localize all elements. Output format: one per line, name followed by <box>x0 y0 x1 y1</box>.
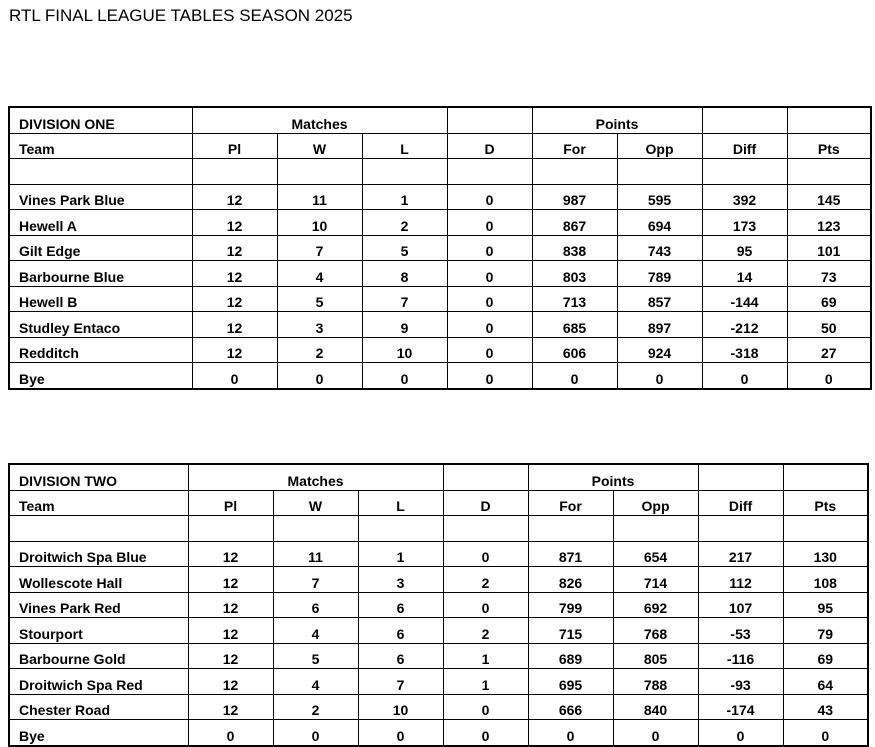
cell-diff: 95 <box>702 235 787 261</box>
cell-l: 6 <box>358 618 443 644</box>
cell-l: 0 <box>362 363 447 389</box>
cell-w: 7 <box>273 567 358 593</box>
group-header-row <box>9 464 868 490</box>
cell-team: Bye <box>9 363 192 389</box>
cell-diff: -144 <box>702 286 787 312</box>
cell-diff: -53 <box>698 618 783 644</box>
matches-group-header: Matches <box>188 464 443 490</box>
cell-diff: -318 <box>702 337 787 363</box>
cell-for: 695 <box>528 669 613 695</box>
table-row <box>9 363 871 389</box>
cell-pl: 12 <box>188 618 273 644</box>
cell-d: 1 <box>443 643 528 669</box>
cell-opp: 788 <box>613 669 698 695</box>
cell-l: 5 <box>362 235 447 261</box>
empty-cell <box>783 464 868 490</box>
cell-team: Barbourne Gold <box>9 643 188 669</box>
col-header-w: W <box>273 490 358 516</box>
cell-for: 0 <box>532 363 617 389</box>
cell-opp: 694 <box>617 210 702 236</box>
cell-diff: 217 <box>698 541 783 567</box>
cell-diff: 14 <box>702 261 787 287</box>
cell-opp: 840 <box>613 694 698 720</box>
cell-team: Barbourne Blue <box>9 261 192 287</box>
cell-diff: -174 <box>698 694 783 720</box>
table-row <box>9 337 871 363</box>
page-title: RTL FINAL LEAGUE TABLES SEASON 2025 <box>9 6 353 25</box>
empty-cell <box>787 107 871 133</box>
cell-pts: 108 <box>783 567 868 593</box>
empty-cell <box>613 516 698 542</box>
cell-opp: 768 <box>613 618 698 644</box>
cell-for: 0 <box>528 720 613 746</box>
cell-w: 5 <box>277 286 362 312</box>
empty-cell <box>702 107 787 133</box>
cell-for: 803 <box>532 261 617 287</box>
cell-d: 0 <box>443 694 528 720</box>
cell-d: 0 <box>443 592 528 618</box>
cell-w: 5 <box>273 643 358 669</box>
cell-for: 689 <box>528 643 613 669</box>
cell-w: 4 <box>273 618 358 644</box>
col-header-team: Team <box>9 133 192 159</box>
cell-w: 6 <box>273 592 358 618</box>
empty-cell <box>9 159 192 185</box>
cell-opp: 714 <box>613 567 698 593</box>
cell-l: 3 <box>358 567 443 593</box>
col-header-for: For <box>532 133 617 159</box>
cell-w: 3 <box>277 312 362 338</box>
cell-pl: 0 <box>192 363 277 389</box>
col-header-pl: Pl <box>192 133 277 159</box>
cell-d: 0 <box>443 541 528 567</box>
cell-w: 2 <box>277 337 362 363</box>
cell-l: 7 <box>358 669 443 695</box>
cell-team: Gilt Edge <box>9 235 192 261</box>
table-row <box>9 210 871 236</box>
cell-for: 799 <box>528 592 613 618</box>
cell-w: 2 <box>273 694 358 720</box>
cell-pl: 12 <box>192 286 277 312</box>
empty-cell <box>528 516 613 542</box>
col-header-pts: Pts <box>787 133 871 159</box>
cell-diff: 0 <box>702 363 787 389</box>
cell-w: 4 <box>277 261 362 287</box>
empty-cell <box>362 159 447 185</box>
table-row <box>9 184 871 210</box>
empty-cell <box>443 516 528 542</box>
col-header-diff: Diff <box>702 133 787 159</box>
points-group-header: Points <box>532 107 702 133</box>
group-header-row <box>9 107 871 133</box>
cell-pl: 12 <box>188 592 273 618</box>
cell-pts: 79 <box>783 618 868 644</box>
empty-cell <box>698 516 783 542</box>
cell-for: 826 <box>528 567 613 593</box>
cell-pl: 12 <box>188 694 273 720</box>
cell-d: 0 <box>447 210 532 236</box>
table-row <box>9 567 868 593</box>
empty-cell <box>702 159 787 185</box>
cell-l: 10 <box>358 694 443 720</box>
cell-l: 1 <box>358 541 443 567</box>
cell-for: 871 <box>528 541 613 567</box>
cell-for: 987 <box>532 184 617 210</box>
cell-pts: 130 <box>783 541 868 567</box>
empty-cell <box>273 516 358 542</box>
cell-l: 8 <box>362 261 447 287</box>
cell-opp: 743 <box>617 235 702 261</box>
cell-d: 0 <box>447 286 532 312</box>
cell-team: Redditch <box>9 337 192 363</box>
cell-pl: 12 <box>188 567 273 593</box>
cell-d: 0 <box>447 363 532 389</box>
cell-w: 0 <box>277 363 362 389</box>
cell-d: 2 <box>443 618 528 644</box>
cell-diff: 112 <box>698 567 783 593</box>
cell-pts: 123 <box>787 210 871 236</box>
cell-pts: 69 <box>783 643 868 669</box>
cell-w: 10 <box>277 210 362 236</box>
cell-pts: 0 <box>787 363 871 389</box>
table-row <box>9 541 868 567</box>
cell-pl: 0 <box>188 720 273 746</box>
empty-cell <box>447 159 532 185</box>
cell-l: 6 <box>358 643 443 669</box>
cell-for: 606 <box>532 337 617 363</box>
cell-for: 867 <box>532 210 617 236</box>
cell-team: Droitwich Spa Red <box>9 669 188 695</box>
division-two-table <box>8 463 869 747</box>
table-row <box>9 643 868 669</box>
col-header-d: D <box>443 490 528 516</box>
empty-cell <box>277 159 362 185</box>
table-row <box>9 261 871 287</box>
cell-l: 9 <box>362 312 447 338</box>
cell-opp: 805 <box>613 643 698 669</box>
col-header-pts: Pts <box>783 490 868 516</box>
cell-diff: -93 <box>698 669 783 695</box>
cell-opp: 595 <box>617 184 702 210</box>
cell-pts: 95 <box>783 592 868 618</box>
cell-team: Chester Road <box>9 694 188 720</box>
cell-d: 0 <box>447 312 532 338</box>
cell-opp: 0 <box>617 363 702 389</box>
matches-group-header: Matches <box>192 107 447 133</box>
cell-team: Wollescote Hall <box>9 567 188 593</box>
col-header-d: D <box>447 133 532 159</box>
table-row <box>9 235 871 261</box>
empty-cell <box>617 159 702 185</box>
col-header-pl: Pl <box>188 490 273 516</box>
cell-pl: 12 <box>192 312 277 338</box>
table-row <box>9 669 868 695</box>
cell-team: Stourport <box>9 618 188 644</box>
cell-l: 1 <box>362 184 447 210</box>
empty-cell <box>443 464 528 490</box>
cell-pl: 12 <box>192 261 277 287</box>
col-header-for: For <box>528 490 613 516</box>
cell-pts: 50 <box>787 312 871 338</box>
cell-pts: 69 <box>787 286 871 312</box>
cell-team: Hewell B <box>9 286 192 312</box>
column-header-row <box>9 133 871 159</box>
cell-opp: 692 <box>613 592 698 618</box>
cell-l: 6 <box>358 592 443 618</box>
empty-cell <box>698 464 783 490</box>
table-row <box>9 592 868 618</box>
points-group-header: Points <box>528 464 698 490</box>
division-one-table <box>8 106 872 390</box>
cell-l: 10 <box>362 337 447 363</box>
table-row <box>9 694 868 720</box>
cell-pl: 12 <box>192 337 277 363</box>
cell-l: 2 <box>362 210 447 236</box>
col-header-l: L <box>362 133 447 159</box>
cell-w: 0 <box>273 720 358 746</box>
col-header-opp: Opp <box>617 133 702 159</box>
blank-row <box>9 159 871 185</box>
cell-d: 0 <box>447 337 532 363</box>
cell-opp: 897 <box>617 312 702 338</box>
col-header-w: W <box>277 133 362 159</box>
cell-d: 0 <box>447 235 532 261</box>
cell-team: Vines Park Red <box>9 592 188 618</box>
division-name: DIVISION ONE <box>9 107 192 133</box>
cell-pl: 12 <box>188 643 273 669</box>
cell-w: 7 <box>277 235 362 261</box>
cell-team: Studley Entaco <box>9 312 192 338</box>
cell-diff: 0 <box>698 720 783 746</box>
table-row <box>9 720 868 746</box>
cell-w: 11 <box>277 184 362 210</box>
table-row <box>9 618 868 644</box>
cell-diff: 173 <box>702 210 787 236</box>
empty-cell <box>532 159 617 185</box>
cell-pts: 27 <box>787 337 871 363</box>
cell-team: Droitwich Spa Blue <box>9 541 188 567</box>
column-header-row <box>9 490 868 516</box>
table-row <box>9 286 871 312</box>
cell-team: Vines Park Blue <box>9 184 192 210</box>
cell-pl: 12 <box>192 210 277 236</box>
col-header-team: Team <box>9 490 188 516</box>
empty-cell <box>188 516 273 542</box>
cell-d: 1 <box>443 669 528 695</box>
empty-cell <box>783 516 868 542</box>
cell-w: 4 <box>273 669 358 695</box>
cell-pts: 73 <box>787 261 871 287</box>
col-header-opp: Opp <box>613 490 698 516</box>
cell-diff: -212 <box>702 312 787 338</box>
cell-pts: 64 <box>783 669 868 695</box>
cell-for: 838 <box>532 235 617 261</box>
empty-cell <box>447 107 532 133</box>
cell-d: 2 <box>443 567 528 593</box>
cell-pts: 0 <box>783 720 868 746</box>
cell-opp: 857 <box>617 286 702 312</box>
cell-pts: 145 <box>787 184 871 210</box>
col-header-diff: Diff <box>698 490 783 516</box>
empty-cell <box>192 159 277 185</box>
cell-l: 0 <box>358 720 443 746</box>
blank-row <box>9 516 868 542</box>
cell-w: 11 <box>273 541 358 567</box>
cell-for: 666 <box>528 694 613 720</box>
cell-diff: 392 <box>702 184 787 210</box>
cell-pts: 43 <box>783 694 868 720</box>
cell-pl: 12 <box>192 184 277 210</box>
cell-pts: 101 <box>787 235 871 261</box>
cell-opp: 0 <box>613 720 698 746</box>
cell-opp: 789 <box>617 261 702 287</box>
cell-diff: -116 <box>698 643 783 669</box>
empty-cell <box>9 516 188 542</box>
cell-diff: 107 <box>698 592 783 618</box>
cell-for: 715 <box>528 618 613 644</box>
cell-team: Bye <box>9 720 188 746</box>
cell-d: 0 <box>447 184 532 210</box>
col-header-l: L <box>358 490 443 516</box>
cell-for: 685 <box>532 312 617 338</box>
cell-pl: 12 <box>188 669 273 695</box>
table-row <box>9 312 871 338</box>
cell-pl: 12 <box>192 235 277 261</box>
division-name: DIVISION TWO <box>9 464 188 490</box>
empty-cell <box>358 516 443 542</box>
cell-d: 0 <box>447 261 532 287</box>
cell-l: 7 <box>362 286 447 312</box>
cell-team: Hewell A <box>9 210 192 236</box>
cell-opp: 654 <box>613 541 698 567</box>
cell-opp: 924 <box>617 337 702 363</box>
cell-pl: 12 <box>188 541 273 567</box>
empty-cell <box>787 159 871 185</box>
cell-d: 0 <box>443 720 528 746</box>
cell-for: 713 <box>532 286 617 312</box>
